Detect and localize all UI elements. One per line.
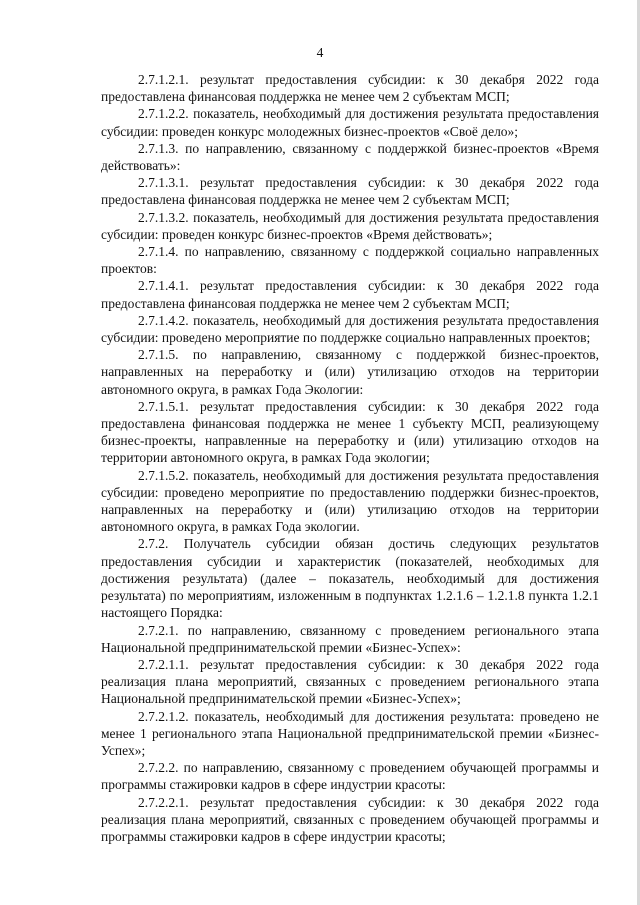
paragraph-2-7-2-1-1: 2.7.2.1.1. результат предоставления субсидии: к 30 декабря 2022 года реализация плана мероприятий, связанных с проведением регионального этапа Национальной предпринимательской премии «Бизнес-Успех»; — [101, 656, 599, 707]
paragraph-2-7-1-2-1: 2.7.1.2.1. результат предоставления субсидии: к 30 декабря 2022 года предоставлена финансовая поддержка не менее чем 2 субъектам МСП; — [101, 72, 599, 105]
paragraph-2-7-2-2-1: 2.7.2.2.1. результат предоставления субсидии: к 30 декабря 2022 года реализация плана мероприятий, связанных с проведением обучающей программы и программы стажировки кадров в сфере индустрии красоты; — [101, 794, 599, 844]
paragraph-2-7-2-1-2: 2.7.2.1.2. показатель, необходимый для достижения результата: проведено не менее 1 регионального этапа Национальной предпринимательской премии «Бизнес-Успех»; — [101, 708, 599, 758]
paragraph-2-7-2-1: 2.7.2.1. по направлению, связанному с проведением регионального этапа Национальной предпринимательской премии «Бизнес-Успех»: — [101, 622, 599, 655]
page-number: 4 — [316, 45, 324, 60]
paragraph-2-7-2: 2.7.2. Получатель субсидии обязан достичь следующих результатов предоставления субсидии и характеристик (показателей, необходимых для достижения результата) (далее – показатель, необходимый для достижения результата) по мероприятиям, изложенным в подпунктах 1.2.1.6 – 1.2.1.8 пункта 1.2.1 настоящего Порядка: — [101, 536, 599, 621]
paragraph-2-7-1-5: 2.7.1.5. по направлению, связанному с поддержкой бизнес-проектов, направленных на переработку и (или) утилизацию отходов на территории автономного округа, в рамках Года Экологии: — [101, 347, 599, 397]
paragraph-2-7-1-4-2: 2.7.1.4.2. показатель, необходимый для достижения результата предоставления субсидии: проведено мероприятие по поддержке социально направленных проектов; — [101, 312, 599, 346]
paragraph-2-7-1-5-2: 2.7.1.5.2. показатель, необходимый для достижения результата предоставления субсидии: проведено мероприятие по предоставлению поддержки бизнес-проектов, направленных на переработку и (или) утилизацию отходов на территории автономного округа, в рамках Года экологии. — [101, 467, 599, 535]
document-body — [101, 71, 599, 845]
paragraph-2-7-1-4: 2.7.1.4. по направлению, связанному с поддержкой социально направленных проектов: — [101, 244, 599, 277]
paragraph-2-7-1-3-1: 2.7.1.3.1. результат предоставления субсидии: к 30 декабря 2022 года предоставлена финансовая поддержка не менее чем 2 субъектам МСП; — [101, 175, 599, 208]
paragraph-2-7-1-5-1: 2.7.1.5.1. результат предоставления субсидии: к 30 декабря 2022 года предоставлена финансовая поддержка не менее 1 субъекту МСП, реализующему бизнес-проекты, направленные на переработку и (или) утилизацию отходов на территории автономного округа, в рамках Года экологии; — [101, 398, 599, 466]
paragraph-2-7-1-3: 2.7.1.3. по направлению, связанному с поддержкой бизнес-проектов «Время действовать»: — [101, 140, 599, 174]
paragraph-2-7-1-4-1: 2.7.1.4.1. результат предоставления субсидии: к 30 декабря 2022 года предоставлена финансовая поддержка не менее чем 2 субъектам МСП; — [101, 278, 599, 311]
paragraph-2-7-1-3-2: 2.7.1.3.2. показатель, необходимый для достижения результата предоставления субсидии: проведен конкурс бизнес-проектов «Время действовать»; — [101, 209, 599, 242]
paragraph-2-7-2-2: 2.7.2.2. по направлению, связанному с проведением обучающей программы и программы стажировки кадров в сфере индустрии красоты: — [101, 760, 599, 793]
paragraph-2-7-1-2-2: 2.7.1.2.2. показатель, необходимый для достижения результата предоставления субсидии: проведен конкурс молодежных бизнес-проектов «Своё дело»; — [101, 106, 599, 139]
